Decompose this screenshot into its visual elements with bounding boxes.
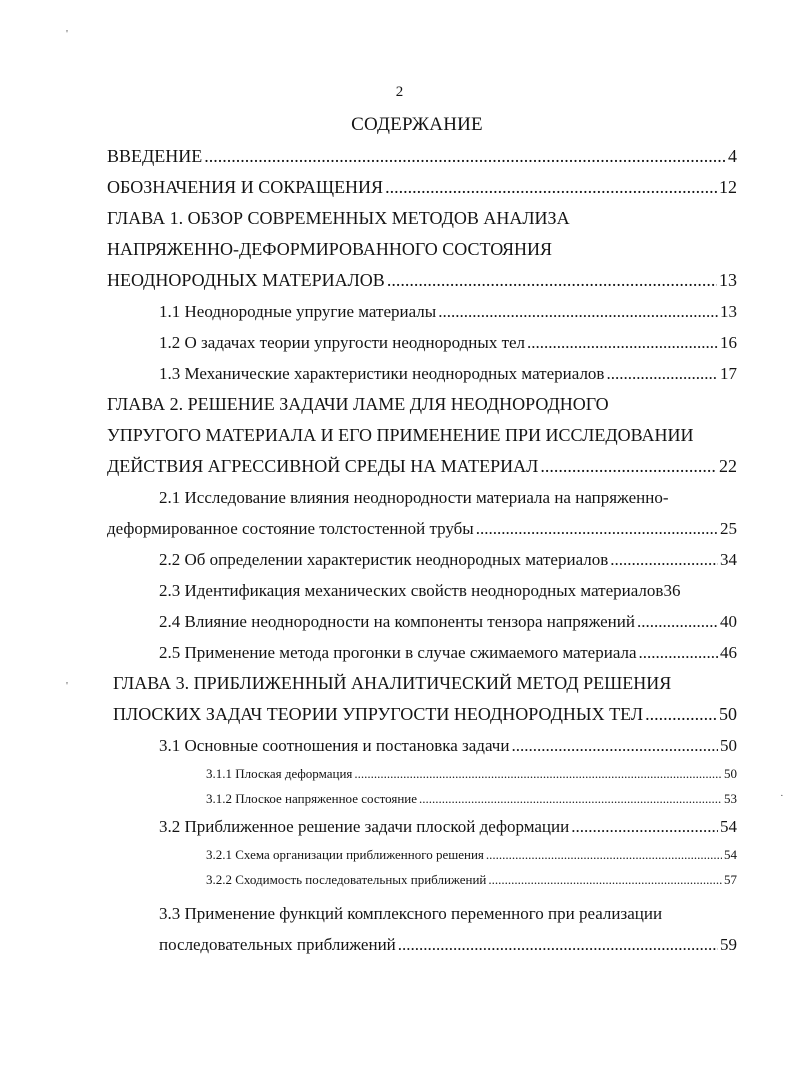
toc-entry-text: 1.1 Неоднородные упругие материалы — [159, 302, 437, 321]
dot-leader — [488, 867, 722, 892]
toc-entry-text: 2.1 Исследование влияния неоднородности материала на напряженно- — [159, 488, 669, 507]
toc-entry-3-3[interactable] — [0, 898, 799, 960]
dot-leader — [606, 358, 718, 389]
toc-entry-2-4[interactable] — [159, 606, 737, 637]
toc-entry-page: 59 — [720, 935, 737, 954]
toc-entry-text: последовательных приближений — [159, 935, 396, 954]
toc-entry-text: 1.2 О задачах теории упругости неоднородных тел — [159, 333, 526, 352]
dot-leader — [419, 786, 722, 811]
dot-leader — [387, 265, 717, 296]
toc-entry-3-1-1[interactable] — [206, 761, 737, 786]
toc-entry-2-2[interactable] — [159, 544, 737, 575]
toc-entry-text: 3.1.2 Плоское напряженное состояние — [206, 791, 418, 806]
dot-leader — [645, 699, 717, 730]
toc-entry-3-2-2[interactable] — [206, 867, 737, 892]
dot-leader — [354, 761, 722, 786]
toc-entry-text: 1.3 Механические характеристики неоднородных материалов — [159, 364, 605, 383]
toc-entry-text: ДЕЙСТВИЯ АГРЕССИВНОЙ СРЕДЫ НА МАТЕРИАЛ — [107, 456, 539, 476]
toc-entry-1-1[interactable] — [159, 296, 737, 327]
toc-entry-intro[interactable] — [107, 141, 737, 172]
toc-entry-chapter-1[interactable] — [0, 203, 799, 296]
toc-entry-3-2-1[interactable] — [206, 842, 737, 867]
dot-leader — [438, 296, 718, 327]
toc-entry-2-3[interactable] — [159, 575, 737, 606]
scan-mark-left: ' — [66, 680, 68, 692]
toc-entry-page: 54 — [720, 817, 737, 836]
toc-entry-page: 46 — [720, 643, 737, 662]
dot-leader — [610, 544, 718, 575]
toc-entry-text: УПРУГОГО МАТЕРИАЛА И ЕГО ПРИМЕНЕНИЕ ПРИ ИССЛЕДОВАНИИ — [107, 425, 694, 445]
toc-entry-page: 57 — [724, 872, 737, 887]
toc-entry-text: ГЛАВА 3. ПРИБЛИЖЕННЫЙ АНАЛИТИЧЕСКИЙ МЕТОД РЕШЕНИЯ — [113, 673, 672, 693]
dot-leader — [527, 327, 718, 358]
toc-entry-abbreviations[interactable] — [107, 172, 737, 203]
toc-entry-text: 3.2 Приближенное решение задачи плоской деформации — [159, 817, 570, 836]
toc-entry-page: 13 — [720, 302, 737, 321]
toc-entry-text: 2.2 Об определении характеристик неоднородных материалов — [159, 550, 609, 569]
toc-entry-page: 34 — [720, 550, 737, 569]
toc-entry-page: 12 — [719, 177, 737, 197]
dot-leader — [486, 842, 722, 867]
toc-entry-text: ГЛАВА 2. РЕШЕНИЕ ЗАДАЧИ ЛАМЕ ДЛЯ НЕОДНОРОДНОГО — [107, 394, 609, 414]
toc-entry-text: ОБОЗНАЧЕНИЯ И СОКРАЩЕНИЯ — [107, 177, 384, 197]
toc-entry-page: 50 — [720, 736, 737, 755]
toc-entry-text: 2.4 Влияние неоднородности на компоненты тензора напряжений — [159, 612, 635, 631]
dot-leader — [385, 172, 717, 203]
toc-entry-text: ВВЕДЕНИЕ — [107, 146, 203, 166]
toc-entry-page: 50 — [724, 766, 737, 781]
toc-entry-text: ГЛАВА 1. ОБЗОР СОВРЕМЕННЫХ МЕТОДОВ АНАЛИЗА — [107, 208, 570, 228]
toc-entry-text: 3.1 Основные соотношения и постановка задачи — [159, 736, 510, 755]
dot-leader — [398, 929, 718, 960]
toc-entry-text: 3.2.2 Сходимость последовательных приближений — [206, 872, 487, 887]
table-of-contents — [0, 141, 799, 960]
toc-entry-text: НЕОДНОРОДНЫХ МАТЕРИАЛОВ — [107, 270, 385, 290]
toc-entry-page: 40 — [720, 612, 737, 631]
toc-entry-text: 2.5 Применение метода прогонки в случае сжимаемого материала — [159, 643, 637, 662]
toc-entry-2-1[interactable] — [0, 482, 799, 544]
dot-leader — [540, 451, 717, 482]
dot-leader — [204, 141, 726, 172]
toc-entry-3-1[interactable] — [159, 730, 737, 761]
toc-entry-text: 3.2.1 Схема организации приближенного решения — [206, 847, 484, 862]
toc-entry-page: 13 — [719, 270, 737, 290]
toc-entry-page: 53 — [724, 791, 737, 806]
toc-entry-2-5[interactable] — [159, 637, 737, 668]
dot-leader — [639, 637, 718, 668]
toc-entry-page: 22 — [719, 456, 737, 476]
toc-entry-text: 3.3 Применение функций комплексного переменного при реализации — [159, 904, 663, 923]
dot-leader — [511, 730, 718, 761]
toc-entry-text: ПЛОСКИХ ЗАДАЧ ТЕОРИИ УПРУГОСТИ НЕОДНОРОДНЫХ ТЕЛ — [113, 704, 644, 724]
dot-leader — [637, 606, 718, 637]
dot-leader — [571, 811, 718, 842]
toc-entry-page: 50 — [719, 704, 737, 724]
toc-entry-text: НАПРЯЖЕННО-ДЕФОРМИРОВАННОГО СОСТОЯНИЯ — [107, 239, 552, 259]
toc-entry-1-2[interactable] — [159, 327, 737, 358]
toc-entry-text: 3.1.1 Плоская деформация — [206, 766, 353, 781]
toc-entry-text: деформированное состояние толстостенной трубы — [107, 519, 474, 538]
scan-mark-top: ' — [66, 28, 68, 40]
toc-entry-page: 25 — [720, 519, 737, 538]
scan-mark-right: · — [780, 790, 784, 802]
toc-entry-chapter-2[interactable] — [0, 389, 799, 482]
toc-entry-3-2[interactable] — [159, 811, 737, 842]
toc-entry-text: 2.3 Идентификация механических свойств неоднородных материалов — [159, 581, 664, 600]
toc-entry-page: 17 — [720, 364, 737, 383]
toc-entry-3-1-2[interactable] — [206, 786, 737, 811]
page-title: СОДЕРЖАНИЕ — [351, 114, 483, 135]
toc-entry-1-3[interactable] — [159, 358, 737, 389]
toc-entry-page: 4 — [728, 146, 737, 166]
toc-entry-page: 16 — [720, 333, 737, 352]
toc-entry-page: 54 — [724, 847, 737, 862]
dot-leader — [476, 513, 718, 544]
toc-entry-page: 36 — [663, 581, 681, 600]
page-number: 2 — [395, 84, 404, 100]
toc-entry-chapter-3[interactable] — [0, 668, 799, 730]
